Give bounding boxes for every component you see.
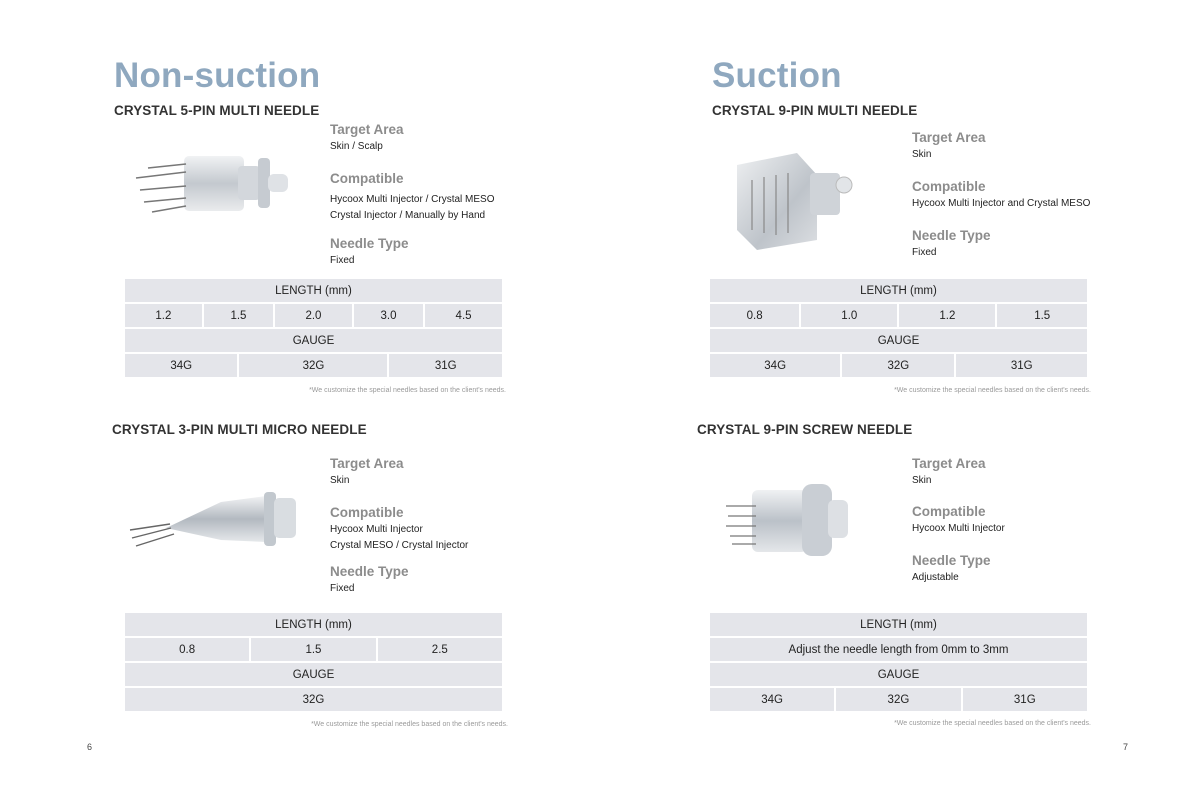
length-cell: 0.8 [125, 638, 249, 661]
footnote: *We customize the special needles based on the client's needs. [309, 387, 506, 394]
length-header: LENGTH (mm) [125, 613, 502, 636]
length-header: LENGTH (mm) [125, 279, 502, 302]
page-number: 7 [1123, 742, 1129, 752]
length-cell: 1.2 [899, 304, 995, 327]
section-title-non-suction: Non-suction [114, 56, 321, 95]
footnote: *We customize the special needles based on the client's needs. [894, 387, 1091, 394]
needle-type-label: Needle Type [330, 564, 409, 579]
length-cell: 0.8 [710, 304, 799, 327]
section-title-suction: Suction [712, 56, 842, 95]
target-area-value: Skin / Scalp [330, 141, 383, 152]
product-name: CRYSTAL 9-PIN SCREW NEEDLE [697, 422, 913, 437]
needle-type-value: Fixed [330, 255, 355, 266]
length-cell: 3.0 [354, 304, 423, 327]
footnote: *We customize the special needles based on the client's needs. [311, 721, 508, 728]
length-cell: 1.0 [801, 304, 897, 327]
length-cell: Adjust the needle length from 0mm to 3mm [710, 638, 1087, 661]
spec-table [708, 611, 1089, 713]
spec-table [123, 611, 504, 713]
length-cell: 1.5 [204, 304, 273, 327]
needle-type-value: Adjustable [912, 572, 959, 583]
compatible-label: Compatible [912, 504, 986, 519]
five-pin-needle-icon [126, 138, 306, 233]
gauge-header: GAUGE [710, 329, 1087, 352]
needle-type-value: Fixed [912, 247, 937, 258]
gauge-cell: 34G [710, 354, 840, 377]
length-cell: 4.5 [425, 304, 502, 327]
footnote: *We customize the special needles based on the client's needs. [894, 720, 1091, 727]
gauge-cell: 32G [836, 688, 960, 711]
nine-pin-screw-needle-icon [722, 470, 862, 575]
gauge-cell: 32G [842, 354, 954, 377]
gauge-header: GAUGE [710, 663, 1087, 686]
compatible-value: Hycoox Multi Injector Crystal MESO / Crystal Injector [330, 524, 469, 551]
length-header: LENGTH (mm) [710, 613, 1087, 636]
gauge-cell: 32G [239, 354, 387, 377]
length-cell: 1.5 [997, 304, 1087, 327]
spec-table [708, 277, 1089, 379]
needle-type-label: Needle Type [330, 236, 409, 251]
length-cell: 2.0 [275, 304, 352, 327]
nine-pin-needle-icon [722, 145, 867, 255]
compatible-label: Compatible [330, 505, 404, 520]
gauge-header: GAUGE [125, 663, 502, 686]
length-cell: 1.2 [125, 304, 202, 327]
spec-table [123, 277, 504, 379]
needle-type-value: Fixed [330, 583, 355, 594]
target-area-label: Target Area [330, 456, 404, 471]
length-cell: 2.5 [378, 638, 502, 661]
product-name: CRYSTAL 3-PIN MULTI MICRO NEEDLE [112, 422, 367, 437]
gauge-cell: 31G [389, 354, 502, 377]
needle-type-label: Needle Type [912, 228, 991, 243]
length-cell: 1.5 [251, 638, 375, 661]
compatible-label: Compatible [330, 171, 404, 186]
gauge-cell: 31G [963, 688, 1087, 711]
compatible-value: Hycoox Multi Injector and Crystal MESO [912, 198, 1091, 209]
gauge-cell: 34G [710, 688, 834, 711]
target-area-label: Target Area [912, 456, 986, 471]
gauge-header: GAUGE [125, 329, 502, 352]
product-name: CRYSTAL 9-PIN MULTI NEEDLE [712, 103, 918, 118]
compatible-value: Hycoox Multi Injector / Crystal MESO Crystal Injector / Manually by Hand [330, 194, 495, 221]
target-area-label: Target Area [912, 130, 986, 145]
target-area-value: Skin [912, 149, 932, 160]
compatible-label: Compatible [912, 179, 986, 194]
target-area-value: Skin [330, 475, 350, 486]
compatible-value: Hycoox Multi Injector [912, 523, 1005, 534]
gauge-cell: 31G [956, 354, 1087, 377]
product-name: CRYSTAL 5-PIN MULTI NEEDLE [114, 103, 320, 118]
gauge-cell: 32G [125, 688, 502, 711]
three-pin-needle-icon [126, 480, 306, 560]
needle-type-label: Needle Type [912, 553, 991, 568]
length-header: LENGTH (mm) [710, 279, 1087, 302]
target-area-label: Target Area [330, 122, 404, 137]
target-area-value: Skin [912, 475, 932, 486]
gauge-cell: 34G [125, 354, 237, 377]
page-number: 6 [87, 742, 93, 752]
